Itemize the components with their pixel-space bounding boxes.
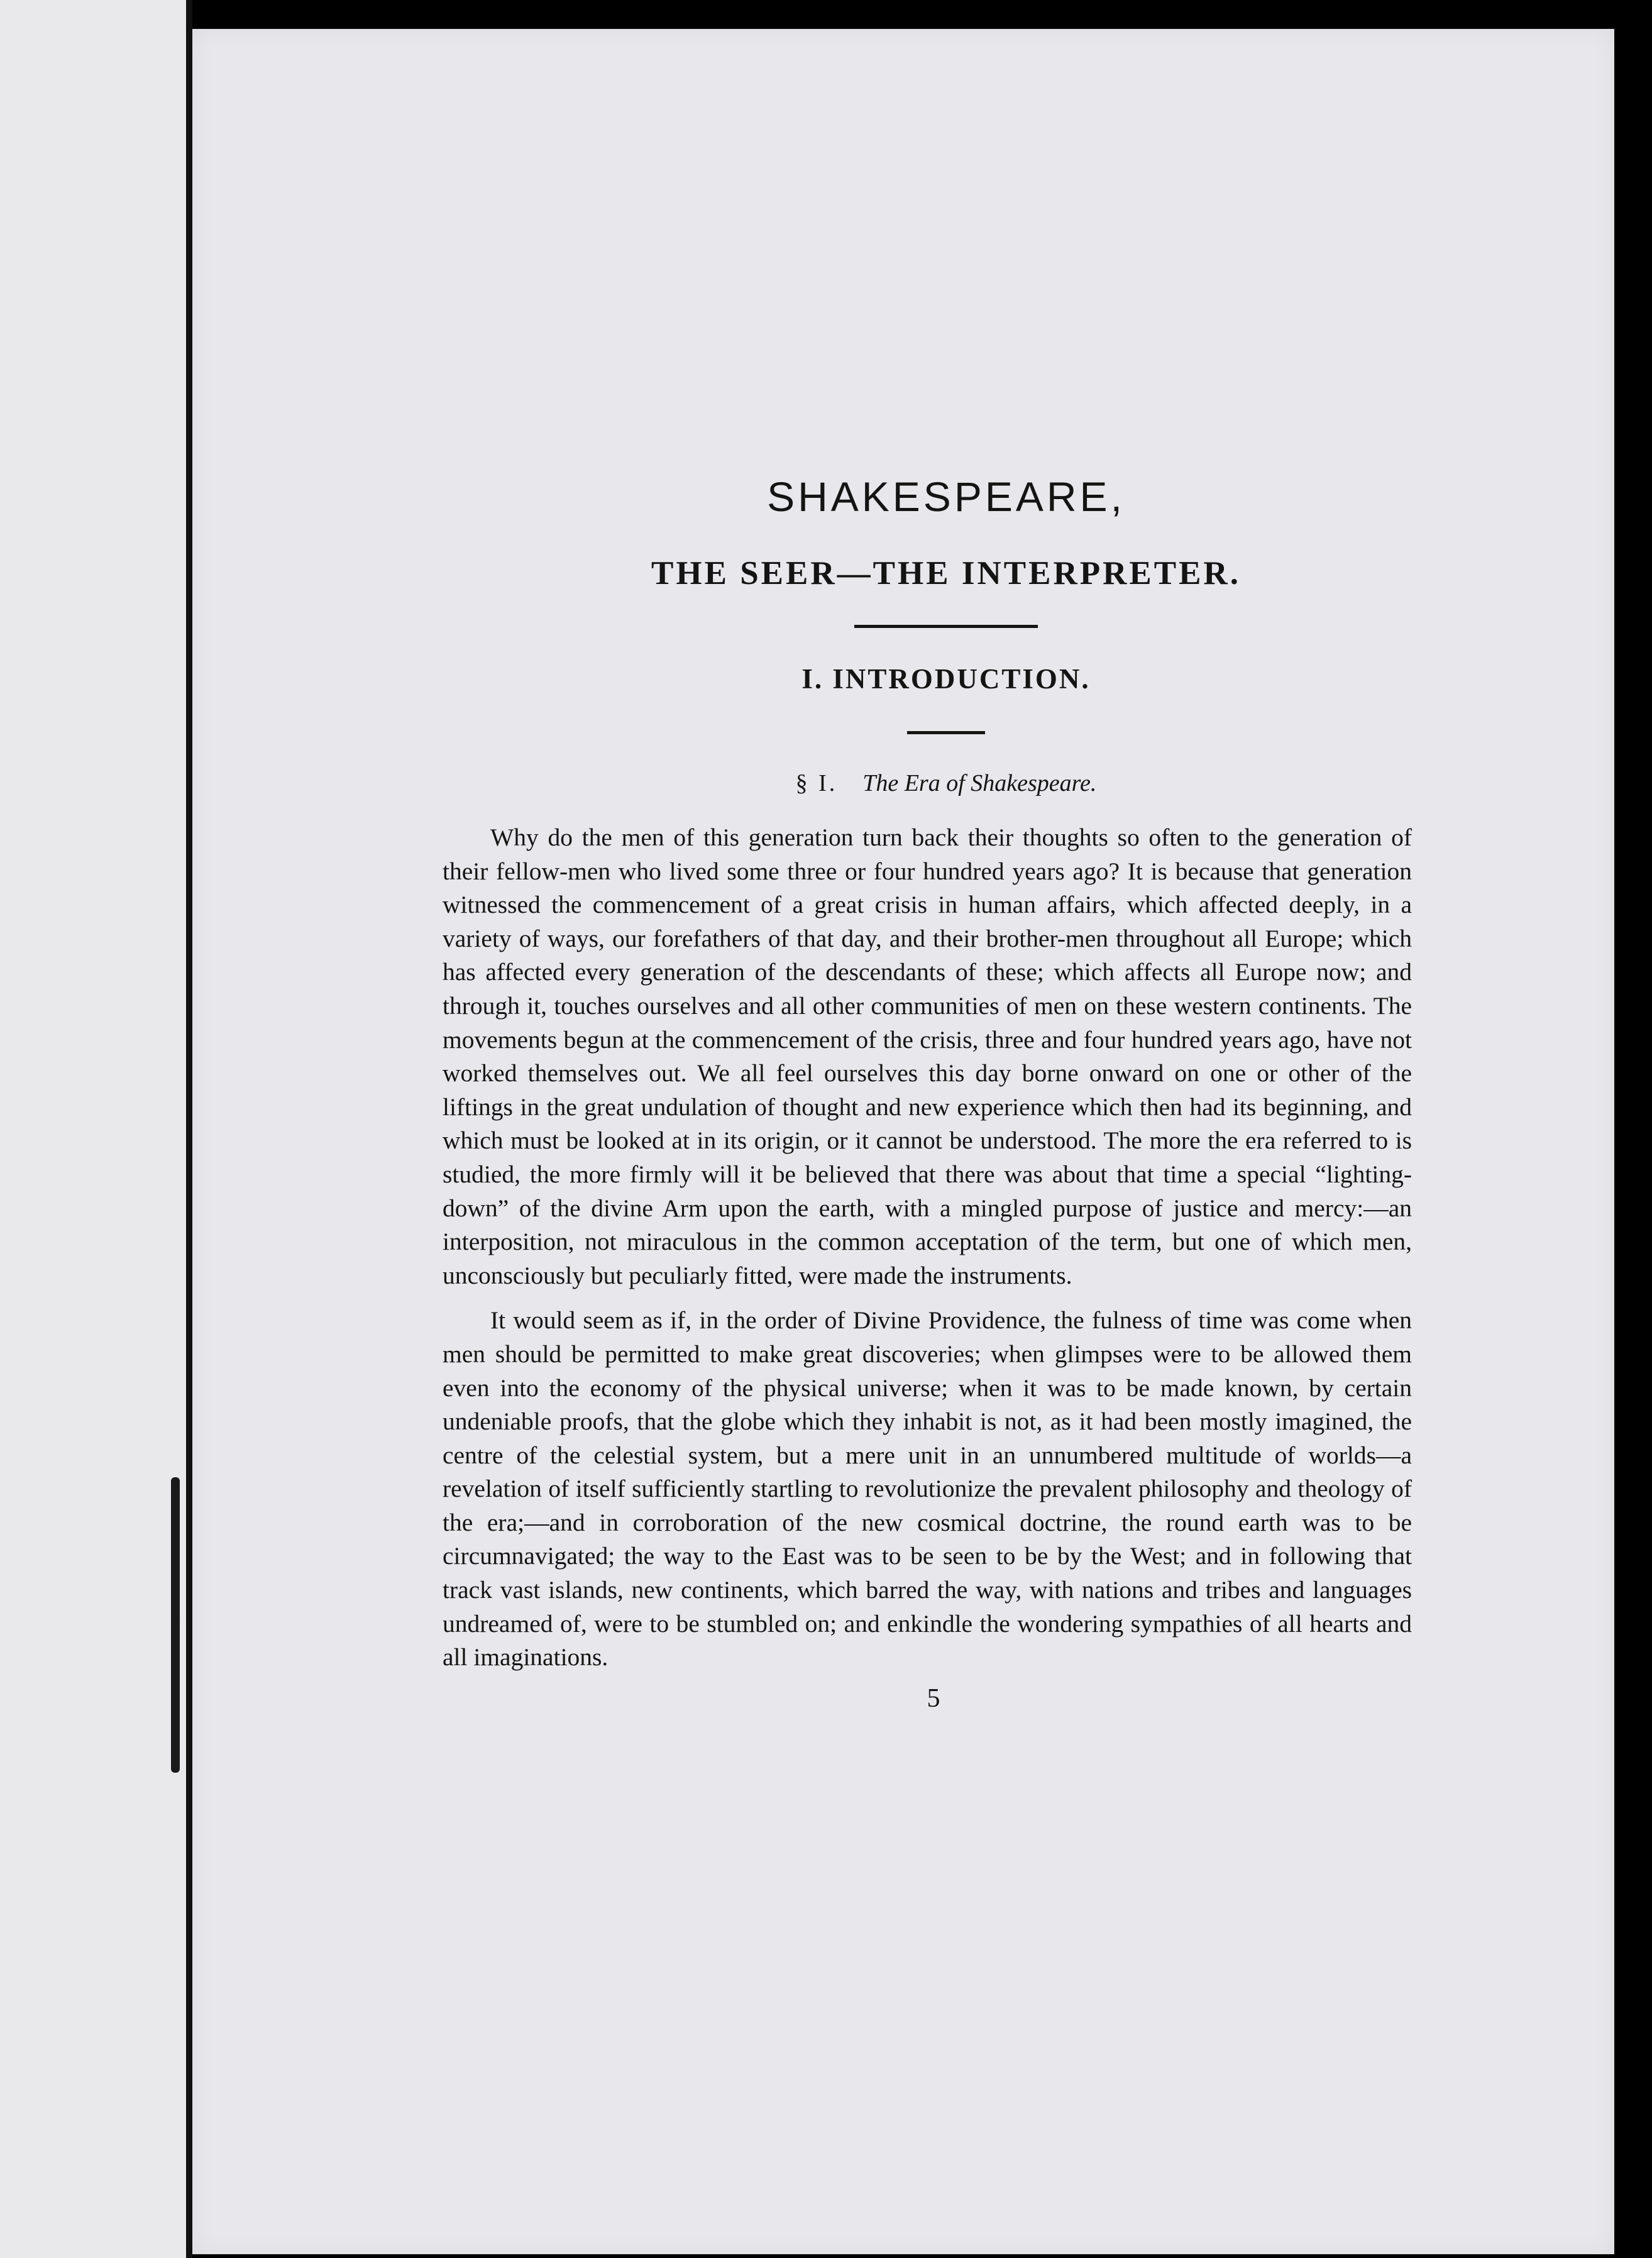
book-gutter: [186, 0, 192, 2258]
section-divider: [907, 731, 985, 734]
body-paragraph: Why do the men of this generation turn back their thoughts so often to the generation of their fellow-men who lived some three or four hundred years ago? It is because that generation witnessed the commencement of a great crisis in human affairs, which affected deeply, in a variety of ways, our forefathers of that day, and their brother-men throughout all Europe; which has affected every generation of the descendants of these; which affects all Europe now; and through it, touches ourselves and all other communities of men on these western continents. The movements begun at the commencement of the crisis, three and four hundred years ago, have not worked themselves out. We all feel ourselves this day borne onward on one or other of the liftings in the great undulation of thought and new experience which then had its beginning, and which must be looked at in its origin, or it cannot be understood. The more the era referred to is studied, the more firmly will it be believed that there was about that time a special “lighting-down” of the divine Arm upon the earth, with a mingled purpose of justice and mercy:—an interposition, not miraculous in the common acceptation of the term, but one of which men, unconsciously but peculiarly fitted, were made the instruments.: [443, 823, 1412, 1289]
body-paragraph: It would seem as if, in the order of Divine Providence, the fulness of time was come when men should be permitted to make great discoveries; when glimpses were to be allowed them even into the economy of the physical universe; when it was to be made known, by certain undeniable proofs, that the globe which they inhabit is not, as it had been mostly imagined, the centre of the celestial system, but a mere unit in an unnumbered multitude of worlds—a revelation of itself sufficiently startling to revolutionize the prevalent philosophy and theology of the era;—and in corroboration of the new cosmical doctrine, the round earth was to be circumnavigated; the way to the East was to be seen to be by the West; and in following that track vast islands, new continents, which barred the way, with nations and tribes and languages undreamed of, were to be stumbled on; and enkindle the wondering sympathies of all hearts and all imaginations.: [443, 1306, 1412, 1671]
page-content: [443, 465, 1412, 1717]
section-heading: I. INTRODUCTION.: [801, 663, 1091, 695]
document-subtitle: THE SEER—THE INTERPRETER.: [651, 555, 1241, 592]
subsection-heading: [443, 764, 1412, 802]
page-number: 5: [927, 1683, 940, 1713]
document-title: SHAKESPEARE,: [767, 473, 1125, 520]
left-facing-page: [0, 0, 186, 2258]
page-edge-mark: [171, 1616, 180, 1773]
subsection-number: § I.: [795, 770, 838, 796]
page-edge-mark: [171, 1477, 180, 1622]
subsection-title: The Era of Shakespeare.: [862, 770, 1097, 796]
title-divider: [854, 625, 1038, 628]
